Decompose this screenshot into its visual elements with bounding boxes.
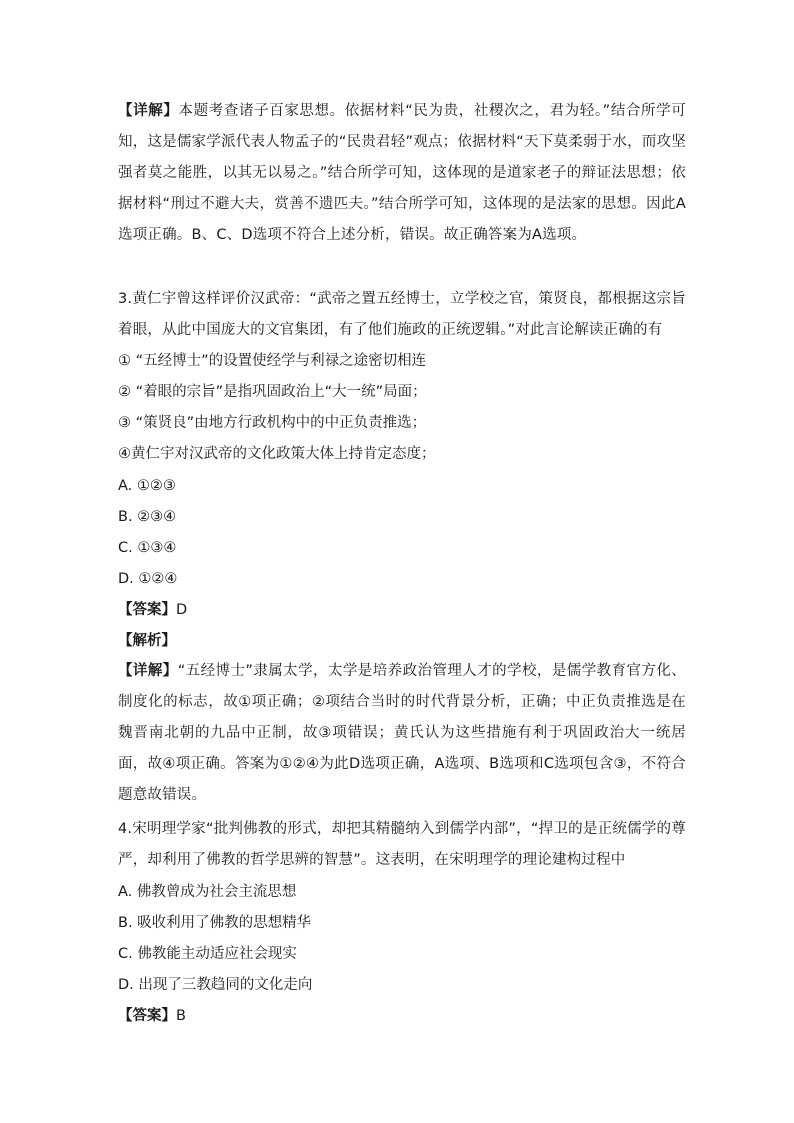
q3-option-b: B. ②③④: [118, 509, 177, 525]
detail-tag: 【详解】: [118, 663, 178, 679]
q3-detail-paragraph: [118, 656, 686, 811]
detail-paragraph-q2: [118, 96, 686, 251]
q3-option-c: C. ①③④: [118, 540, 177, 556]
answer-value: B: [176, 1008, 186, 1024]
q4-option-c: C. 佛教能主动适应社会现实: [118, 946, 297, 962]
q3-statement-2: ② “着眼的宗旨”是指巩固政治上“大一统”局面；: [118, 384, 427, 400]
q4-option-b: B. 吸收利用了佛教的思想精华: [118, 915, 312, 931]
answer-tag: 【答案】: [118, 602, 176, 618]
q3-option-d: D. ①②④: [118, 571, 178, 587]
answer-tag: 【答案】: [118, 1008, 176, 1024]
q3-statement-1: ① “五经博士”的设置使经学与利禄之途密切相连: [118, 353, 427, 369]
q3-statement-4: ④黄仁宇对汉武帝的文化政策大体上持肯定态度；: [118, 446, 436, 462]
q4-option-a: A. 佛教曾成为社会主流思想: [118, 884, 297, 900]
detail-tag: 【详解】: [118, 103, 179, 119]
q3-statement-3: ③ “策贤良”由地方行政机构中的中正负责推选；: [118, 415, 427, 431]
q3-analysis-heading: [118, 630, 698, 652]
question-4-stem: 4.宋明理学家“批判佛教的形式，却把其精髓纳入到儒学内部”，“捍卫的是正统儒学的尊严，却利用了佛教的哲学思辨的智慧”。这表明，在宋明理学的理论建构过程中: [118, 821, 686, 868]
question-3-stem: 3.黄仁宇曾这样评价汉武帝：“武帝之置五经博士，立学校之官，策贤良，都根据这宗旨着眼，从此中国庞大的文官集团，有了他们施政的正统逻辑。”对此言论解读正确的有: [118, 291, 686, 338]
q3-option-a: A. ①②③: [118, 478, 176, 494]
answer-value: D: [176, 602, 188, 618]
q4-option-d: D. 出现了三教趋同的文化走向: [118, 977, 313, 993]
detail-text: “五经博士”隶属太学，太学是培养政治管理人才的学校，是儒学教育官方化、制度化的标志，故①项正确；②项结合当时的时代背景分析，正确；中正负责推选是在魏晋南北朝的九品中正制，故③项错误；黄氏认为这些措施有利于巩固政治大一统居面，故④项正确。答案为①②④为此D选项正确，A选项、B选项和C选项包含③，不符合题意故错误。: [118, 663, 686, 803]
q3-answer: [118, 599, 698, 621]
detail-text: 本题考查诸子百家思想。依据材料“民为贵，社稷次之，君为轻。”结合所学可知，这是儒家学派代表人物孟子的“民贵君轻”观点；依据材料“天下莫柔弱于水，而攻坚强者莫之能胜，以其无以易之。”结合所学可知，这体现的是道家老子的辩证法思想；依据材料“刑过不避大夫，赏善不遗匹夫。”结合所学可知，这体现的是法家的思想。因此A选项正确。B、C、D选项不符合上述分析，错误。故正确答案为A选项。: [118, 103, 686, 243]
analysis-tag: 【解析】: [118, 633, 176, 649]
q4-answer: [118, 1005, 698, 1027]
